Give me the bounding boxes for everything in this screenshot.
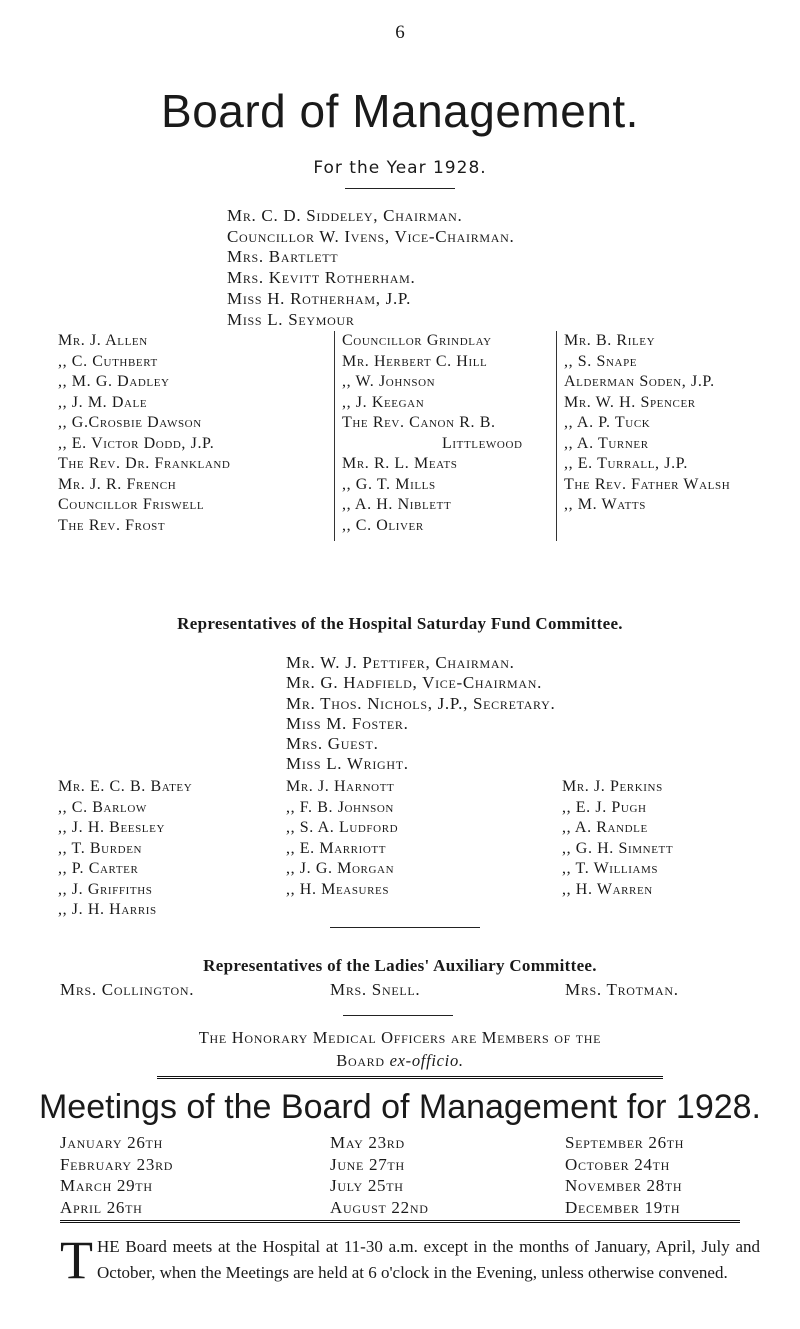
member: ,, J. Keegan: [342, 393, 425, 411]
member: ,, T. Burden: [58, 839, 143, 857]
meeting-date: April 26th: [60, 1197, 143, 1217]
member: ,, E. Victor Dodd, J.P.: [58, 434, 215, 452]
meetings-column-1: [60, 1132, 173, 1218]
members-column-3: [564, 331, 730, 516]
member: ,, J. Griffiths: [58, 880, 153, 898]
column-divider: [334, 331, 335, 541]
officer-line: Mrs. Kevitt Rotherham.: [227, 268, 416, 288]
members-column-1: [58, 331, 230, 536]
meeting-date: February 23rd: [60, 1154, 174, 1174]
hospital-column-3: [562, 777, 673, 900]
member: ,, J. H. Beesley: [58, 819, 165, 836]
member: Mr. J. Perkins: [562, 778, 663, 795]
meeting-date: November 28th: [565, 1176, 683, 1195]
member: ,, M. Watts: [564, 496, 646, 513]
members-column-2: [342, 331, 523, 536]
meeting-date: August 22nd: [330, 1197, 429, 1217]
meeting-date: January 26th: [60, 1133, 163, 1152]
hospital-column-2: [286, 777, 398, 900]
member: Councillor Grindlay: [342, 332, 492, 349]
member: ,, G. H. Simnett: [562, 839, 674, 857]
member: ,, S. Snape: [564, 352, 638, 370]
member: ,, M. G. Dadley: [58, 373, 170, 390]
member: Mr. J. Harnott: [286, 778, 395, 795]
page-subtitle: For the Year 1928.: [313, 158, 487, 178]
meetings-title: Meetings of the Board of Management for 1928.: [38, 1088, 761, 1126]
honorary-note: [0, 1026, 800, 1072]
divider: [343, 1015, 453, 1016]
member: ,, J. G. Morgan: [286, 860, 395, 877]
member: ,, C. Barlow: [58, 798, 147, 816]
member: ,, C. Cuthbert: [58, 352, 158, 370]
hospital-heading: Representatives of the Hospital Saturday Fund Committee.: [177, 614, 623, 633]
hospital-column-1: [58, 777, 192, 921]
member: ,, J. M. Dale: [58, 393, 148, 411]
member: The Rev. Dr. Frankland: [58, 455, 231, 472]
meeting-date: May 23rd: [330, 1133, 405, 1152]
column-divider: [556, 331, 557, 541]
officer-line: Mr. Thos. Nichols, J.P., Secretary.: [286, 693, 556, 713]
ladies-heading: Representatives of the Ladies' Auxiliary Committee.: [203, 956, 597, 975]
member: ,, A. Turner: [564, 434, 649, 452]
honorary-line-2: [0, 1049, 800, 1072]
page-title: Board of Management.: [161, 85, 639, 137]
honorary-line-1: The Honorary Medical Officers are Members of the: [198, 1028, 602, 1047]
member: ,, A. Randle: [562, 819, 648, 836]
hospital-officers: [286, 653, 555, 775]
officer-line: Mr. W. J. Pettifer, Chairman.: [286, 653, 515, 672]
officer-line: Miss L. Wright.: [286, 754, 409, 774]
member: The Rev. Frost: [58, 516, 166, 534]
member: Alderman Soden, J.P.: [564, 373, 715, 390]
ladies-member: Mrs. Trotman.: [565, 980, 679, 999]
member: ,, T. Williams: [562, 860, 659, 877]
member: ,, P. Carter: [58, 860, 139, 877]
member: Mr. J. Allen: [58, 332, 148, 349]
officer-line: Mrs. Guest.: [286, 734, 379, 754]
ladies-member: Mrs. Snell.: [330, 980, 421, 999]
officer-line: Mr. C. D. Siddeley, Chairman.: [227, 206, 463, 225]
meetings-column-2: [330, 1132, 429, 1218]
member: ,, A. P. Tuck: [564, 414, 651, 431]
member: ,, C. Oliver: [342, 516, 424, 534]
meeting-date: October 24th: [565, 1154, 671, 1174]
double-rule: [60, 1220, 740, 1223]
member: ,, W. Johnson: [342, 373, 436, 390]
member: ,, F. B. Johnson: [286, 798, 394, 816]
member: The Rev. Canon R. B.: [342, 414, 496, 431]
meetings-column-3: [565, 1132, 684, 1218]
divider: [345, 188, 455, 189]
officer-line: Councillor W. Ivens, Vice-Chairman.: [227, 226, 515, 246]
officer-line: Miss H. Rotherham, J.P.: [227, 288, 412, 308]
page-number: 6: [395, 22, 405, 43]
member: ,, H. Warren: [562, 880, 653, 898]
officer-line: Miss L. Seymour: [227, 309, 355, 329]
member: Councillor Friswell: [58, 496, 205, 513]
officer-line: Mr. G. Hadfield, Vice-Chairman.: [286, 673, 543, 693]
meeting-date: December 19th: [565, 1197, 681, 1217]
member: Mr. E. C. B. Batey: [58, 778, 193, 795]
member: ,, H. Measures: [286, 880, 390, 898]
honorary-ex-officio: ex-officio.: [389, 1051, 464, 1070]
ladies-member: Mrs. Collington.: [60, 980, 195, 999]
officer-line: Mrs. Bartlett: [227, 247, 339, 267]
board-officers: [227, 206, 514, 330]
member: Mr. R. L. Meats: [342, 455, 458, 472]
member: ,, G. T. Mills: [342, 475, 436, 493]
member: ,, E. Marriott: [286, 839, 387, 857]
member: Mr. W. H. Spencer: [564, 393, 696, 411]
meeting-date: September 26th: [565, 1133, 685, 1152]
member: Littlewood: [442, 434, 523, 452]
member: ,, E. Turrall, J.P.: [564, 455, 689, 472]
member: Mr. B. Riley: [564, 332, 656, 349]
member: ,, S. A. Ludford: [286, 819, 399, 836]
honorary-board: Board: [336, 1051, 385, 1070]
meeting-date: March 29th: [60, 1176, 153, 1195]
meeting-note: [60, 1230, 760, 1290]
divider: [330, 927, 480, 928]
member: ,, G.Crosbie Dawson: [58, 414, 202, 431]
member: ,, A. H. Niblett: [342, 496, 452, 513]
member: Mr. J. R. French: [58, 475, 177, 493]
drop-cap: T: [60, 1230, 93, 1290]
member: ,, J. H. Harris: [58, 901, 157, 918]
meeting-note-text: HE Board meets at the Hospital at 11-30 a.m. except in the months of January, April, July and October, when the Meetings are held at 6 o'clock in the Evening, unless otherwise convened.: [97, 1237, 760, 1282]
double-rule: [157, 1076, 663, 1079]
meeting-date: July 25th: [330, 1176, 404, 1195]
member: Mr. Herbert C. Hill: [342, 352, 488, 370]
member: The Rev. Father Walsh: [564, 475, 731, 493]
meeting-date: June 27th: [330, 1154, 405, 1174]
officer-line: Miss M. Foster.: [286, 713, 409, 733]
member: ,, E. J. Pugh: [562, 798, 647, 816]
